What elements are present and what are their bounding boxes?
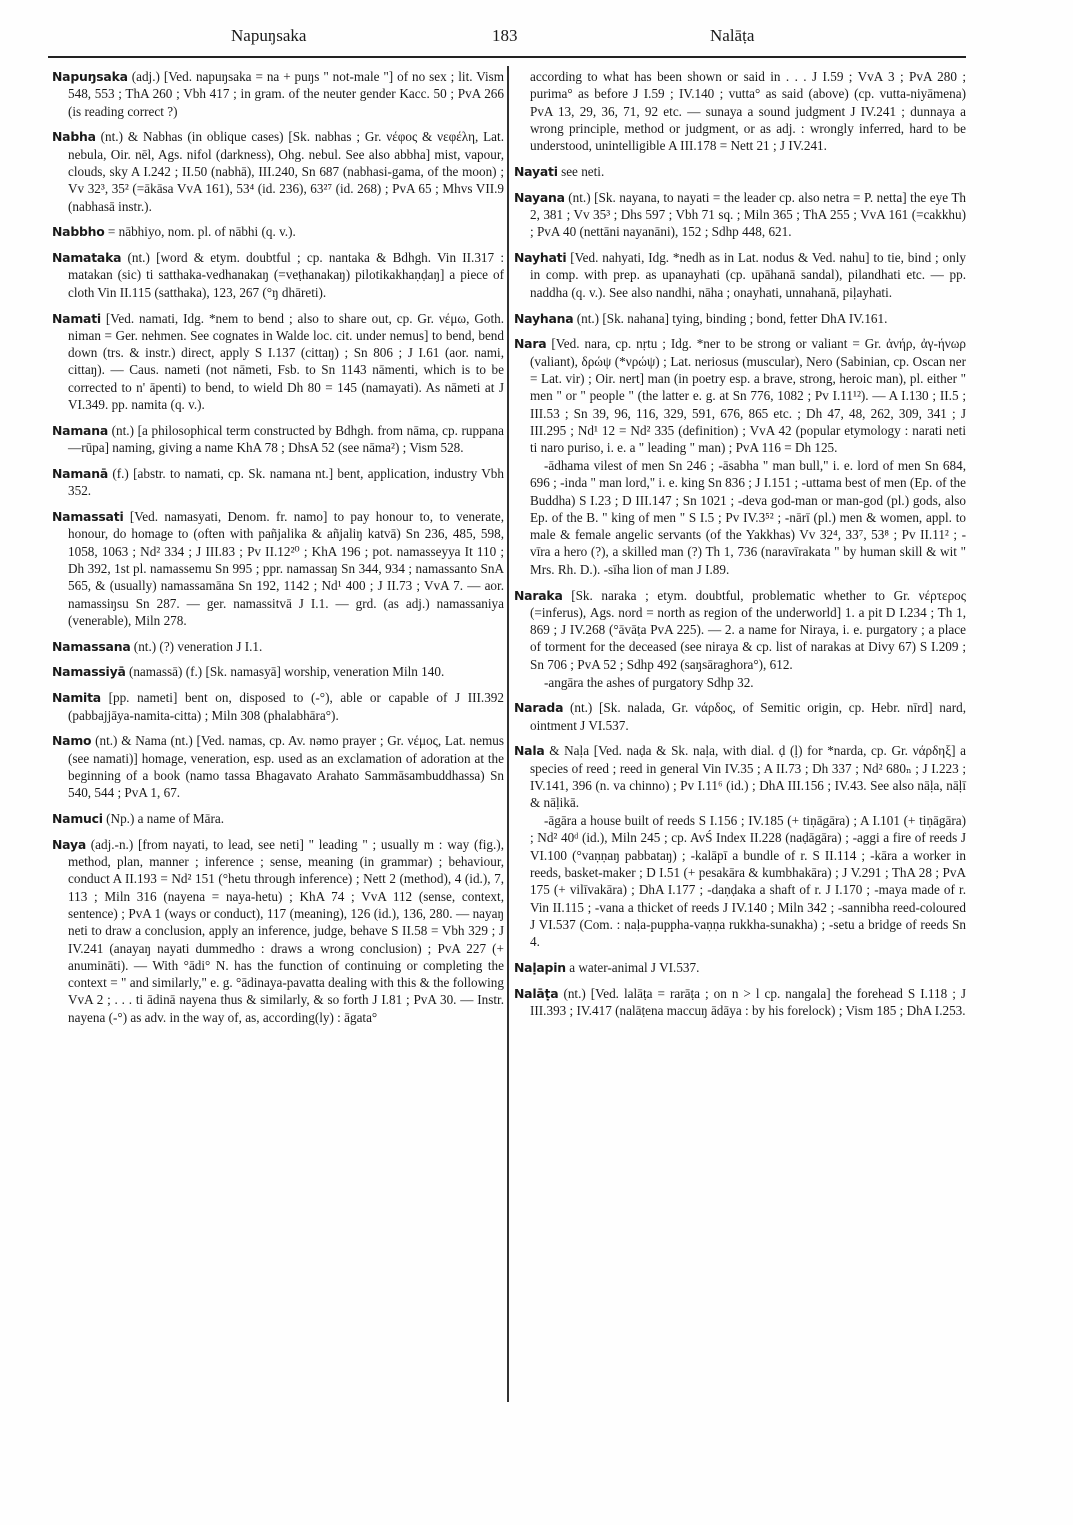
entry-text: (nt.) [Sk. nahana] tying, binding ; bond, fetter DhA IV.161.: [573, 310, 888, 326]
subentry-text: -ādhama vilest of men Sn 246 ; -āsabha " man bull," i. e. lord of men Sn 684, 696 ; -inda " man lord," i. e. king Sn 836 ; J I.151 ; -uttama best of men (Ep. of the Buddha) S I.23 ; D III.147 ; Sn 1021 ; -deva god-man or man-god (pl.) gods, also Ep. of the B. " king of men " S I.5 ; Pv IV.3⁵² ; -nārī (pl.) men & women, appl. to male & female angelic servants (of the Yakkhas) Vv 32⁴, 33⁷, 53⁸ ; Pv II.11² ; -vīra a hero (?), a skilled man (?) Th 1, 736 (naravīrakata " by human skill & wit " Mrs. Rh. D.). -sīha lion of man J I.89.: [530, 457, 966, 577]
page-number: 183: [492, 26, 518, 45]
entry-text: (Np.) a name of Māra.: [102, 810, 225, 826]
headword: Nabbho: [52, 224, 105, 240]
dictionary-entry: [52, 836, 504, 1026]
headword: Nayana: [514, 189, 565, 205]
headword: Namassana: [52, 638, 131, 654]
header-rule: [48, 56, 966, 58]
headword: Nalāṭa: [514, 985, 559, 1001]
dictionary-entry: [514, 310, 966, 327]
headword: Nabha: [52, 129, 96, 145]
dictionary-entry: [52, 223, 504, 240]
headword: Naraka: [514, 587, 563, 603]
entry-text: (nt.) [a philosophical term constructed by Bdhgh. from nāma, cp. ruppana—rūpa] naming, giving a name KhA 78 ; DhsA 52 (see nāma²) ; Vism 528.: [68, 422, 504, 456]
compound-subentries: [514, 457, 966, 578]
headword: Nayhati: [514, 250, 567, 266]
compound-subentries: [514, 812, 966, 950]
entry-text: (nt.) [word & etym. doubtful ; cp. nantaka & Bdhgh. Vin II.317 : matakan (sic) ti satthaka-vedhanakaŋ (=veṭhanakaŋ) pilotikakhaṇḍaŋ] a piece of cloth Vin II.115 (satthaka), 123, 267 (°ŋ dhāreti).: [68, 250, 504, 300]
dictionary-entry: [52, 663, 504, 680]
headword: Nayhana: [514, 310, 574, 326]
entry-text: (nt.) [Sk. nayana, to nayati = the leader cp. also netra = P. netta] the eye Th 2, 381 ; Vv 35³ ; Dhs 597 ; Vbh 71 sq. ; Miln 365 ; ThA 255 ; VvA 161 (=cakkhu) ; PvA 40 (nettāni nayanāni), 152 ; Sdhp 448, 621.: [530, 189, 966, 240]
entry-text: [Ved. namati, Idg. *nem to bend ; also to share out, cp. Gr. νέμω, Goth. niman = Ger. nehmen. See cognates in Walde loc. cit. under nemus] to bend, bend down (trs. & instr.) direct, apply S I.137 (cittaŋ) ; Sn 806 ; J I.61 (aor. nami, cittaŋ). — Caus. nameti (not nāmeti, Fsb. to Sn 1143 nāmenti, which is to be corrected to n' āpenti) to bend, to wield Dh 80 = 145 (namayati). As nāmeti at J VI.349. pp. namita (q. v.).: [68, 310, 504, 413]
entry-text: (adj.) [Ved. napuŋsaka = na + puŋs " not-male "] of no sex ; lit. Vism 548, 553 ; ThA 260 ; Vbh 417 ; in gram. of the neuter gender Kacc. 50 ; PvA 266 (is reading correct ?): [68, 69, 504, 119]
headword: Namati: [52, 310, 101, 326]
entry-text: [pp. nameti] bent on, disposed to (-°), able or capable of J III.392 (pabbajjāya-namita-citta) ; Miln 308 (phalabhāra°).: [68, 690, 504, 723]
compound-subentries: [514, 674, 966, 691]
entry-text: see neti.: [557, 163, 605, 179]
entry-text: (nt.) (?) veneration J I.1.: [130, 638, 263, 654]
headword: Naḷapin: [514, 959, 566, 975]
left-guide-word: Napuŋsaka: [231, 26, 307, 45]
dictionary-entry: [52, 128, 504, 214]
entry-text: & Naḷa [Ved. naḍa & Sk. naḷa, with dial. ḍ (ḷ) for *narda, cp. Gr. νάρδηξ] a species of reed ; reed in general Vin IV.35 ; A II.73 ; Dh 337 ; Nd² 680ₙ ; J I.223 ; IV.141, 396 (n. va chinno) ; Pv I.11⁶ (id.) ; DhA III.156 ; IV.43. See also nāḷa, nāḷī & nāḷikā.: [530, 743, 966, 811]
dictionary-entry: [52, 689, 504, 724]
dictionary-entry: [52, 465, 504, 500]
dictionary-entry: [514, 249, 966, 301]
entry-text: (nt.) & Nabhas (in oblique cases) [Sk. nabhas ; Gr. νέφος & νεφέλη, Lat. nebula, Oir. nēl, Ags. nifol (darkness), Ohg. nebul. See also abbha] mist, vapour, clouds, sky A I.242 ; II.50 (nabhā), III.240, Sn 687 (nabhasi-gama, of the moon) ; Vv 32³, 35² (=ākāsa VvA 161), 53⁴ (id. 236), 63²⁷ (id. 268) ; PvA 65 ; Mhvs VII.9 (nabhasā instr.).: [68, 129, 504, 214]
left-column: [52, 68, 504, 1035]
entry-text: [Sk. naraka ; etym. doubtful, problematic whether to Gr. νέρτερος (=inferus), Ags. nord = north as region of the underworld] 1. a pit D I.234 ; Th 1, 869 ; J IV.268 (°āvāṭa PvA 225). — 2. a name for Niraya, i. e. purgatory ; a place of torment for the deceased (see niraya & cp. list of narakas at Divy 67) S I.209 ; Sn 706 ; PvA 52 ; Sdhp 492 (saŋsāraghora°), 612.: [530, 587, 966, 672]
dictionary-entry: [52, 638, 504, 655]
subentry-text: -āgāra a house built of reeds S I.156 ; IV.185 (+ tiṇāgāra) ; A I.101 (+ tiṇāgāra) ; Nd² 40ᵈ (id.), Miln 245 ; cp. AvŚ Index II.228 (naḍāgāra) ; -aggi a fire of reeds J VI.100 (°vaṇṇaŋ pabbataŋ) ; -kalāpī a bundle of r. S II.114 ; -kāra a worker in reeds, basket-maker ; D I.51 (+ pesakāra & kumbhakāra) ; J V.291 ; ThA 28 ; PvA 175 (+ vilīvakāra) ; DhA I.177 ; -daṇḍaka a shaft of r. J I.170 ; -maya made of r. Vin II.115 ; -vana a thicket of reeds J IV.140 ; Miln 342 ; -sannibha reed-coloured J VI.537 (Com. : naḷa-puppha-vaṇṇa rukkha-sunakha) ; -setu a bridge of reeds Sn 4.: [530, 813, 966, 950]
dictionary-entry: [52, 310, 504, 414]
headword: Nala: [514, 743, 545, 759]
headword: Namassiyā: [52, 664, 126, 680]
headword: Namo: [52, 733, 92, 749]
entry-text: (nt.) [Ved. lalāṭa = rarāṭa ; on n > l cp. nangala] the forehead S I.118 ; J III.393 ; IV.417 (nalāṭena maccuŋ ādāya : by his forelock) ; Vism 185 ; DhA I.253.: [530, 985, 966, 1019]
column-divider: [507, 66, 509, 1402]
running-header: [48, 26, 968, 50]
dictionary-entry: [514, 163, 966, 180]
headword: Namuci: [52, 810, 103, 826]
headword: Namanā: [52, 465, 108, 481]
dictionary-entry: [514, 985, 966, 1020]
entry-text: (nt.) & Nama (nt.) [Ved. namas, cp. Av. nəmo prayer ; Gr. νέμος, Lat. nemus (see namati)] homage, veneration, esp. used as an exclamation of adoration at the beginning of a book (namo tassa Bhagavato Arahato Sammāsambuddhassa) Sn 540, 544 ; PvA 1, 67.: [68, 733, 504, 801]
entry-text: = nābhiyo, nom. pl. of nābhi (q. v.).: [104, 224, 296, 240]
headword: Namita: [52, 690, 101, 706]
dictionary-entry: [514, 587, 966, 673]
dictionary-entry: [52, 810, 504, 827]
entry-continuation: according to what has been shown or said in . . . J I.59 ; VvA 3 ; PvA 280 ; purima° as before J I.59 ; IV.140 ; vutta° as said (above) (cp. vutta-niyāmena) PvA 13, 29, 36, 71, 92 etc. — sunaya a sound judgment J IV.241 ; dunnaya a wrong principle, method or judgment, or as adj. : wrongly inferred, hard to be understood, unintelligible A III.178 = Nett 21 ; J IV.241.: [530, 69, 966, 154]
entry-text: [Ved. nahyati, Idg. *nedh as in Lat. nodus & Ved. nahu] to tie, bind ; only in comp. with prep. as upanayhati (cp. upāhanā sandal), pilandhati etc. — pp. naddha (q. v.). See also nandhi, nāha ; onayhati, unnahanā, piḷayhati.: [530, 250, 966, 300]
dictionary-entry: [52, 68, 504, 120]
headword: Namassati: [52, 509, 124, 525]
headword: Nara: [514, 336, 547, 352]
dictionary-entry: [52, 422, 504, 457]
dictionary-entry: [514, 959, 966, 976]
dictionary-entry: [514, 335, 966, 456]
dictionary-entry: [514, 742, 966, 811]
entry-text: [Ved. nara, cp. nṛtu ; Idg. *ner to be strong or valiant = Gr. ἀνήρ, ἀγ-ήνωρ (valiant), δρώψ (*νρώψ) ; Lat. neriosus (muscular), Nero (Sabinian, cp. Oscan ner = Lat. vir) ; Oir. nert] man (in poetry esp. a brave, strong, heroic man), pl. either " men " or " people " (the latter e. g. at Sn 776, 1082 ; Pv I.11¹²). — A I.130 ; II.5 ; III.53 ; Sn 39, 96, 116, 329, 591, 676, 865 etc. ; Dh 47, 48, 262, 309, 341 ; J III.295 ; Nd¹ 12 = Nd² 335 (definition) ; VvA 42 (popular etymology : narati neti ti naro puriso, i. e. a " leading " man) ; PvA 116 = Dh 125.: [530, 336, 966, 456]
dictionary-entry: [514, 189, 966, 241]
subentry-text: -angāra the ashes of purgatory Sdhp 32.: [544, 674, 754, 690]
entry-text: a water-animal J VI.537.: [565, 959, 700, 975]
headword: Namataka: [52, 250, 122, 266]
entry-text: (namassā) (f.) [Sk. namasyā] worship, veneration Miln 140.: [125, 664, 445, 680]
dictionary-entry: [52, 508, 504, 629]
headword: Nayati: [514, 163, 558, 179]
headword: Namana: [52, 422, 108, 438]
headword: Napuŋsaka: [52, 69, 128, 84]
dictionary-entry: [52, 732, 504, 801]
headword: Naya: [52, 836, 86, 852]
dictionary-entry: [52, 249, 504, 301]
headword: Narada: [514, 700, 564, 716]
right-guide-word: Nalāṭa: [710, 26, 755, 45]
entry-text: [Ved. namasyati, Denom. fr. namo] to pay honour to, to venerate, honour, do homage to (often with pañjalika & añjaliŋ katvā) Sn 236, 485, 598, 1058, 1063 ; Nd² 334 ; J III.83 ; Pv II.12²⁰ ; KhA 196 ; pot. namasseyya It 110 ; Dh 392, 1st pl. namassemu Sn 995 ; ppr. namassaŋ Sn 344, 934 ; namassanto SnA 565, & (usually) namassamāna Sn 192, 1142 ; Nd¹ 400 ; J II.73 ; VvA 7. — aor. namassiŋsu Sn 287. — ger. namassitvā J I.1. — grd. (as adj.) namassaniya (venerable), Miln 278.: [68, 509, 504, 628]
entry-text: (f.) [abstr. to namati, cp. Sk. namana nt.] bent, application, industry Vbh 352.: [68, 465, 504, 499]
right-column: [514, 68, 966, 1028]
entry-text: (adj.-n.) [from nayati, to lead, see neti] " leading " ; usually m : way (fig.), method, plan, manner ; inference ; sense, meaning (in grammar) ; behaviour, conduct A II.193 = Nd² 151 (°hetu through inference) ; Nett 2 (method), 4 (id.), 7, 113 ; Miln 316 (nayena = naya-hetu) ; KhA 74 ; VvA 112 (sense, context, sentence) ; PvA 1 (ways or conduct), 117 (meaning), 126 (id.), 136, 280. — nayaŋ neti to draw a conclusion, apply an inference, judge, behave S II.58 = Vbh 329 ; J IV.241 (anayaŋ nayati dummedho : draws a wrong conclusion) ; PvA 227 (+ anumināti). — With °ādi° N. has the function of continuing or completing the context = " and similarly," e. g. °ādinaya-pavatta dealing with this & the following VvA 2 ; . . . ti ādinā nayena thus & similarly, & so forth J I.81 ; PvA 30. — Instr. nayena (-°) as adv. in the way of, as, according(ly) : āgata°: [68, 836, 504, 1025]
entry-text: (nt.) [Sk. nalada, Gr. νάρδος, of Semitic origin, cp. Hebr. nīrd] nard, ointment J VI.537.: [530, 700, 966, 733]
dictionary-entry: [514, 699, 966, 734]
